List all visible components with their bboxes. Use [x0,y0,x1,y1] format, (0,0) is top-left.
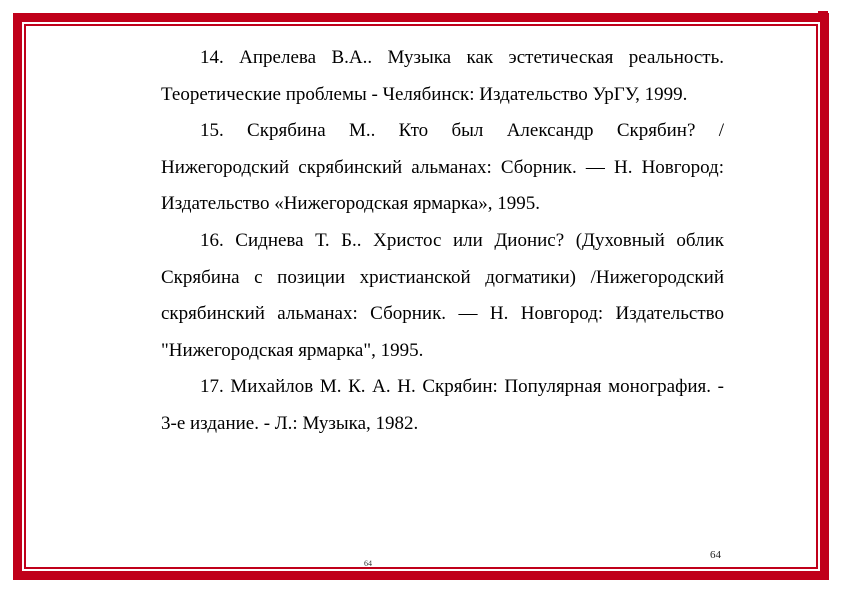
page-number-small: 64 [364,559,372,568]
reference-entry-14: 14. Апрелева В.А.. Музыка как эстетическая реальность. Теоретические проблемы - Челябинск: Издательство УрГУ, 1999. [161,47,724,105]
page-number: 64 [710,549,721,561]
reference-entry-15: 15. Скрябина М.. Кто был Александр Скрябин? / Нижегородский скрябинский альманах: Сборник. — Н. Новгород: Издательство «Нижегородская ярмарка», 1995. [161,120,724,215]
reference-entry-16: 16. Сиднева Т. Б.. Христос или Дионис? (Духовный облик Скрябина с позиции христианской догматики) /Нижегородский скрябинский альманах: Сборник. — Н. Новгород: Издательство "Нижегородская ярмарка", 1995. [161,229,724,361]
reference-list [161,40,724,443]
reference-entry-17: 17. Михайлов М. К. А. Н. Скрябин: Популярная монография. - 3-е издание. - Л.: Музыка, 1982. [161,376,724,434]
frame-corner-accent [818,11,828,21]
